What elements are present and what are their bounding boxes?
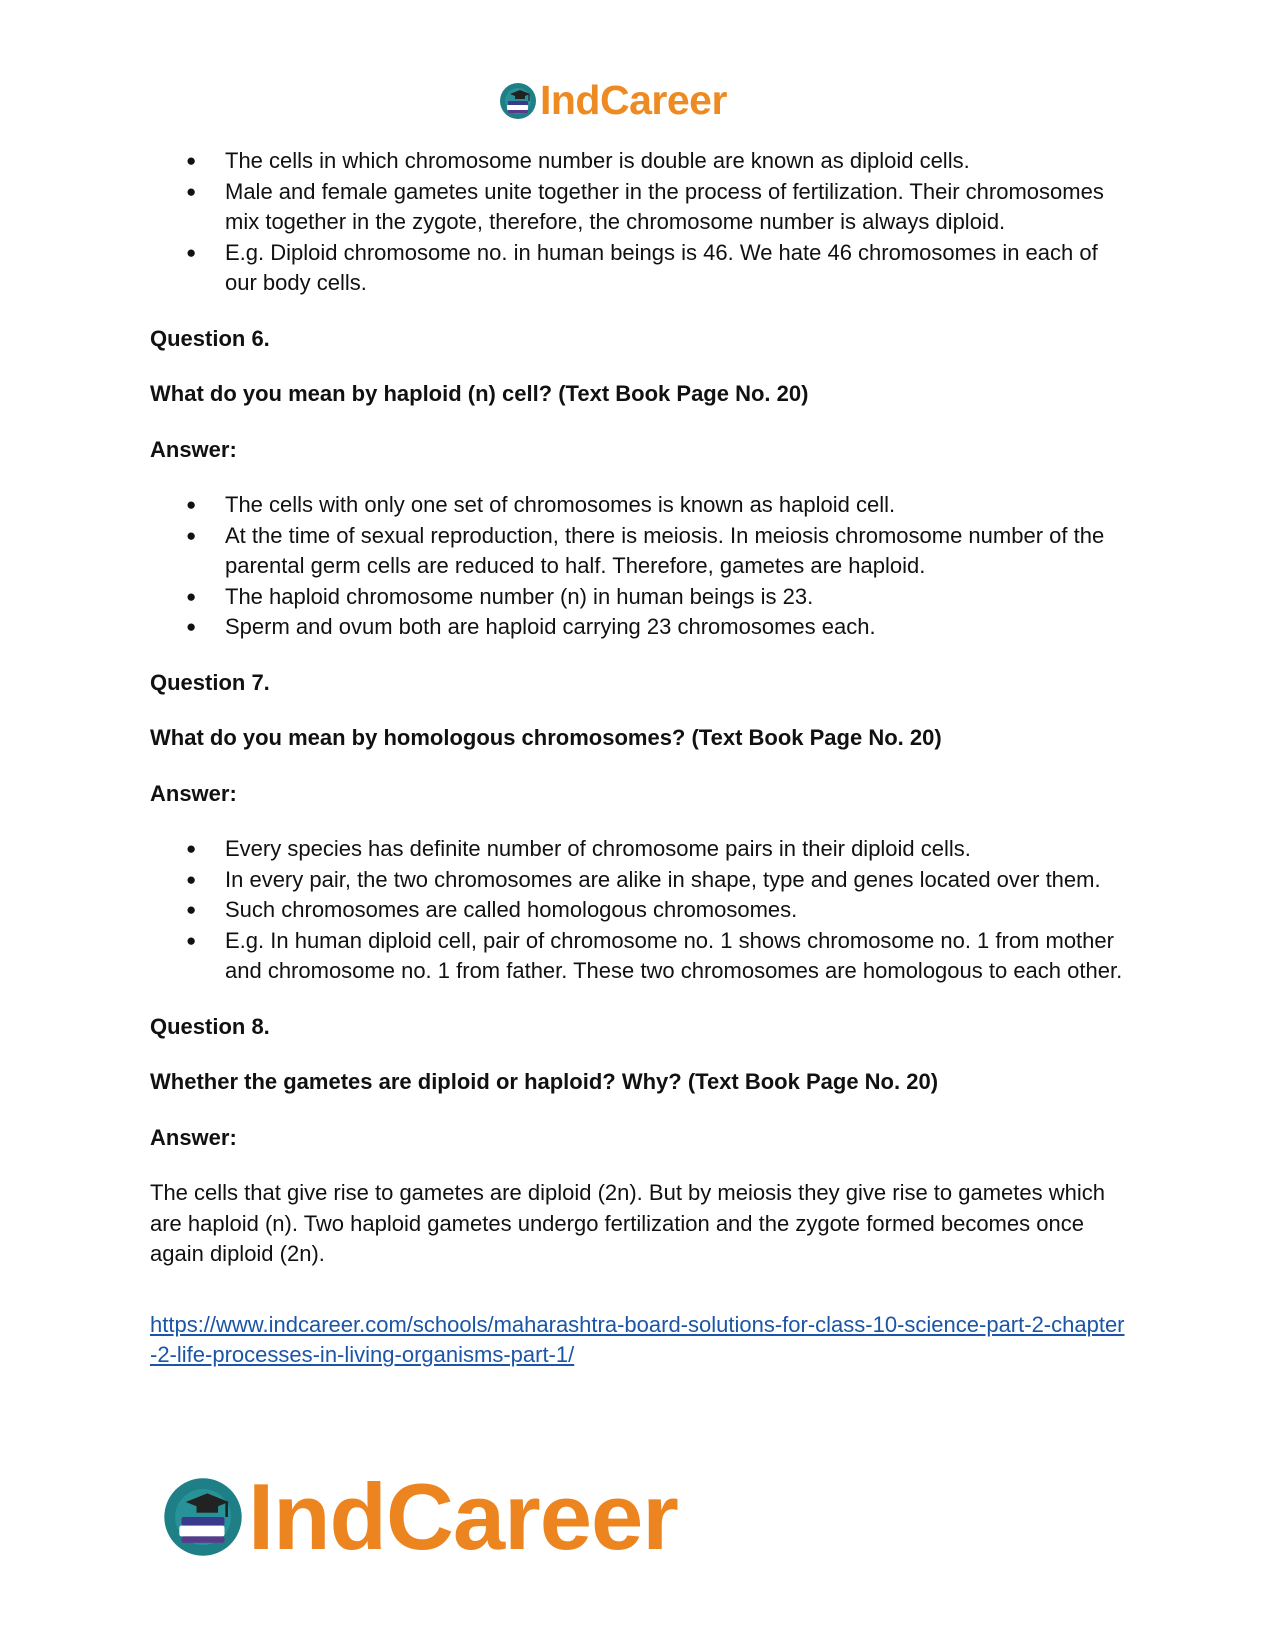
footer-logo	[160, 1464, 678, 1569]
question-8-label: Question 8.	[150, 1013, 270, 1039]
list-item: ● Sperm and ovum both are haploid carrying 23 chromosomes each.	[150, 612, 1130, 643]
question-7-label: Question 7.	[150, 669, 270, 695]
diploid-bullet-list	[150, 146, 1130, 299]
list-item: ● Such chromosomes are called homologous chromosomes.	[150, 895, 1130, 926]
list-item: ● Male and female gametes unite together in the process of fertilization. Their chromosomes mix together in the zygote, therefore, the chromosome number is always diploid.	[150, 177, 1130, 238]
list-item: ● The haploid chromosome number (n) in human beings is 23.	[150, 582, 1130, 613]
list-item: ● Every species has definite number of chromosome pairs in their diploid cells.	[150, 834, 1130, 865]
list-item: ● At the time of sexual reproduction, there is meiosis. In meiosis chromosome number of the parental germ cells are reduced to half. Therefore, gametes are haploid.	[150, 521, 1130, 582]
question-6-answer-label: Answer:	[150, 436, 237, 462]
graduation-book-icon	[498, 81, 538, 121]
question-6-text: What do you mean by haploid (n) cell? (Text Book Page No. 20)	[150, 381, 809, 406]
document-body	[150, 146, 1130, 1371]
footer-logo-text: IndCareer	[248, 1464, 678, 1569]
question-7-text: What do you mean by homologous chromosomes? (Text Book Page No. 20)	[150, 725, 942, 750]
header-logo	[498, 77, 727, 123]
question-8-answer-text: The cells that give rise to gametes are diploid (2n). But by meiosis they give rise to gametes which are haploid (n). Two haploid gametes undergo fertilization and the zygote formed becomes once again diploid (2n).	[150, 1180, 1106, 1266]
question-7-answer-list	[150, 834, 1130, 987]
question-8-text: Whether the gametes are diploid or haploid? Why? (Text Book Page No. 20)	[150, 1069, 939, 1094]
question-7-answer-label: Answer:	[150, 780, 237, 806]
question-8-answer-label: Answer:	[150, 1124, 237, 1150]
source-url-link[interactable]: https://www.indcareer.com/schools/maharashtra-board-solutions-for-class-10-science-part-2-chapter-2-life-processes-in-living-organisms-part-1/	[150, 1311, 1125, 1367]
list-item: ● The cells with only one set of chromosomes is known as haploid cell.	[150, 490, 1130, 521]
list-item: ● In every pair, the two chromosomes are alike in shape, type and genes located over them.	[150, 865, 1130, 896]
header-logo-text: IndCareer	[540, 77, 727, 123]
question-6-answer-list	[150, 490, 1130, 643]
list-item: ● E.g. Diploid chromosome no. in human beings is 46. We hate 46 chromosomes in each of our body cells.	[150, 238, 1130, 299]
list-item: ● E.g. In human diploid cell, pair of chromosome no. 1 shows chromosome no. 1 from mother and chromosome no. 1 from father. These two chromosomes are homologous to each other.	[150, 926, 1130, 987]
list-item: ● The cells in which chromosome number is double are known as diploid cells.	[150, 146, 1130, 177]
graduation-book-icon	[160, 1474, 246, 1560]
question-6-label: Question 6.	[150, 325, 270, 351]
